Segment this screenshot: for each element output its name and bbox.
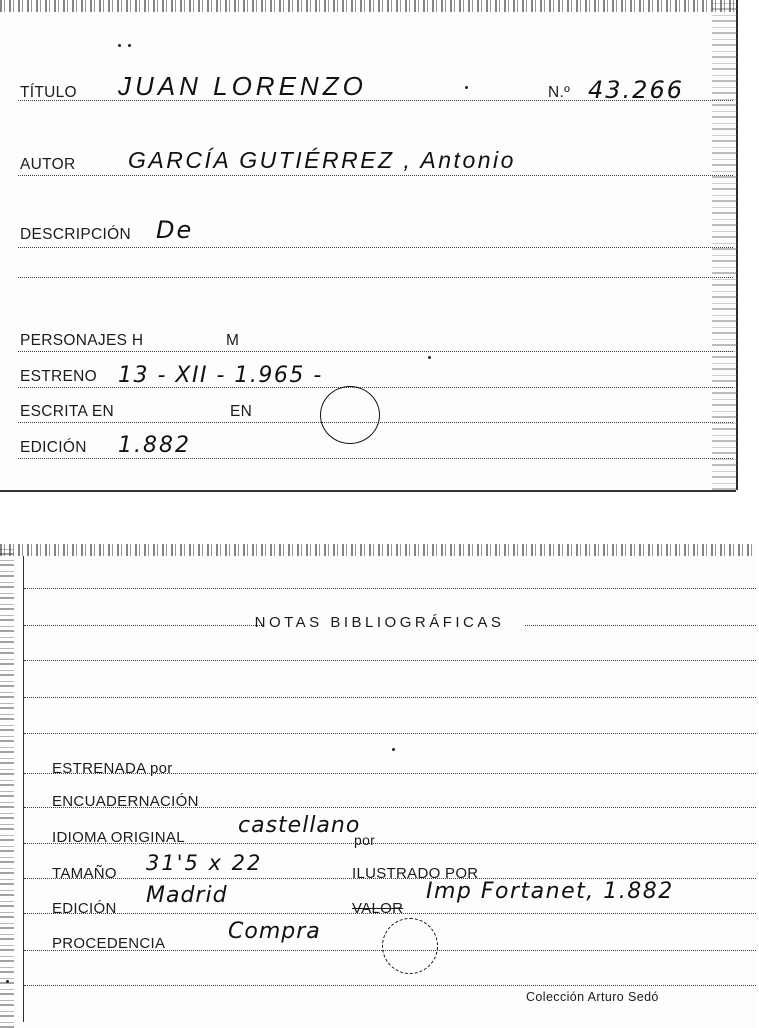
imprenta-value: Imp Fortanet, 1.882 — [426, 879, 674, 904]
valor-label: VALOR — [352, 900, 404, 917]
descripcion-label: DESCRIPCIÓN — [20, 226, 131, 243]
procedencia-label: PROCEDENCIA — [52, 935, 166, 952]
descripcion-rule-2 — [18, 277, 733, 278]
punch-circle-bottom — [382, 918, 438, 974]
card-torn-edge — [0, 0, 736, 12]
autor-rule — [18, 175, 733, 176]
coleccion-label: Colección Arturo Sedó — [526, 990, 659, 1004]
personajes-m-label: M — [226, 332, 240, 349]
escrita-en-label: EN — [230, 403, 253, 420]
edicion-label: EDICIÓN — [20, 439, 87, 456]
idioma-por-label: por — [354, 832, 376, 848]
titulo-label: TÍTULO — [20, 84, 77, 101]
escrita-label: ESCRITA EN — [20, 403, 115, 420]
edicion-value: 1.882 — [118, 433, 191, 458]
tamano-value: 31'5 x 22 — [146, 851, 263, 875]
edicion-bottom-value: Madrid — [146, 883, 228, 908]
procedencia-value: Compra — [228, 919, 321, 944]
personajes-rule — [18, 351, 733, 352]
descripcion-value: De — [156, 216, 194, 244]
estreno-value: 13 - XII - 1.965 - — [118, 363, 323, 388]
personajes-label: PERSONAJES H — [20, 332, 144, 349]
autor-value: GARCÍA GUTIÉRREZ , Antonio — [128, 147, 516, 173]
idioma-value: castellano — [238, 813, 361, 838]
ilustrado-label: ILUSTRADO POR — [352, 865, 479, 882]
notas-title: NOTAS BIBLIOGRÁFICAS — [254, 614, 505, 631]
encuadernacion-label: ENCUADERNACIÓN — [52, 793, 199, 810]
tamano-label: TAMAÑO — [52, 865, 117, 882]
card-cut-line — [0, 490, 736, 492]
autor-label: AUTOR — [20, 156, 76, 173]
idioma-label: IDIOMA ORIGINAL — [52, 829, 185, 846]
numero-value: 43.266 — [588, 76, 684, 104]
titulo-value: JUAN LORENZO — [118, 71, 367, 101]
punch-circle — [320, 386, 380, 444]
card-worn-edge — [712, 0, 738, 490]
edicion-bottom-label: EDICIÓN — [52, 900, 117, 917]
estrenada-label: ESTRENADA por — [52, 760, 173, 777]
estreno-label: ESTRENO — [20, 368, 98, 385]
numero-label: N.º — [548, 84, 571, 101]
card-torn-edge-bottom — [0, 544, 756, 556]
descripcion-rule — [18, 247, 733, 248]
